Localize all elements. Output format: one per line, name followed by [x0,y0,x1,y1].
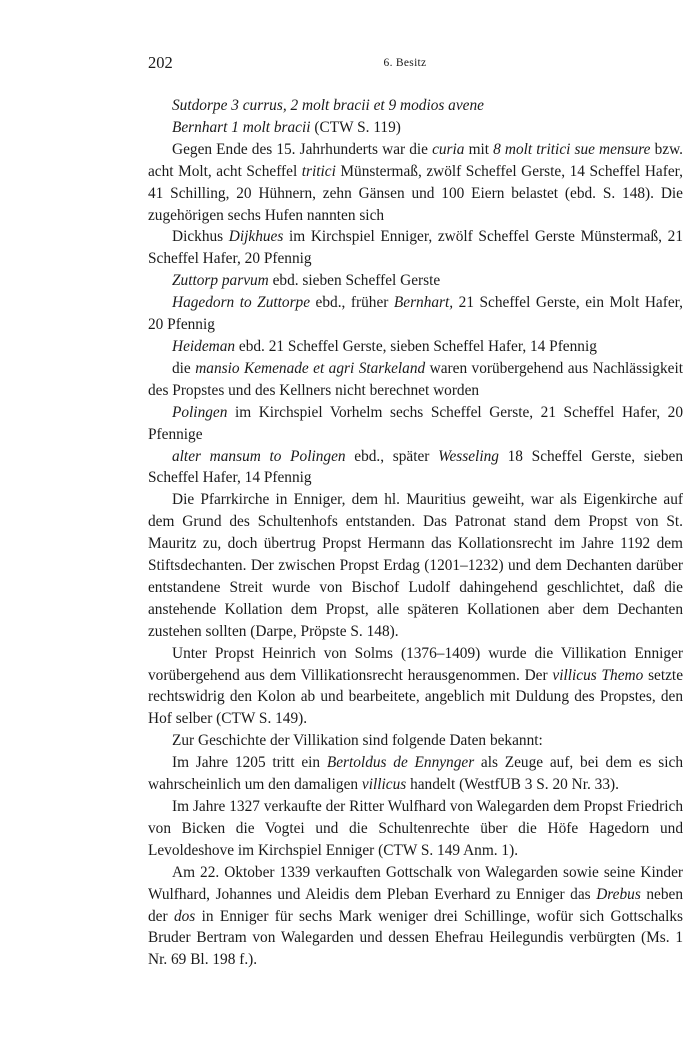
paragraph [148,270,683,292]
italic-text-run: Polingen [172,403,228,421]
italic-text-run: Bernhart, [393,294,454,312]
text-run: die [172,359,196,377]
text-run: Gegen Ende des 15. Jahrhunderts war die [172,140,433,158]
running-head: 6. Besitz [383,57,427,69]
paragraph [148,336,683,358]
italic-text-run: villicus Themo [552,666,644,684]
paragraph [148,358,683,402]
italic-text-run: Hagedorn to Zuttorpe [172,294,311,312]
paragraph [148,643,683,731]
text-run: 21 Scheffel Gerste, ein Molt Hafer, 20 Pfennig [148,294,683,334]
paragraph [148,139,683,227]
paragraph [148,402,683,446]
italic-text-run: tritici [301,162,336,180]
italic-text-run: Dijkhues [228,228,284,246]
page-number: 202 [148,53,173,72]
text-run: ebd., früher [310,294,394,312]
paragraph [148,796,683,862]
text-run: setzte rechtswidrig den Kolon ab und bearbeitete, angeblich mit Duldung des Propstes, den Hof selber (CTW S. 149). [148,666,684,728]
text-run: 18 Scheffel Gerste, sieben Scheffel Hafer, 14 Pfennig [148,447,683,487]
paragraph [148,292,683,336]
text-run: Unter Propst Heinrich von Solms (1376–1409) wurde die Villikation Enniger vorübergehend aus dem Villikationsrecht herausgenommen. Der [148,644,683,684]
text-run: Am 22. Oktober 1339 verkauften Gottschalk von Walegarden sowie seine Kinder Wulfhard, Johannes und Aleidis dem Pleban Everhard zu Enniger das [148,863,683,903]
paragraph [148,95,683,117]
text-run: handelt (WestfUB 3 S. 20 Nr. 33). [406,776,619,794]
text-run: Dickhus [172,228,229,246]
italic-text-run: Zuttorp parvum [172,272,269,290]
text-run: mit [464,140,494,158]
text-run: im Kirchspiel Vorhelm sechs Scheffel Gerste, 21 Scheffel Hafer, 20 Pfennige [148,403,683,443]
italic-text-run: Bertoldus de Ennynger [326,754,475,772]
text-run: ebd. sieben Scheffel Gerste [268,272,441,290]
paragraph [148,752,683,796]
text-run: bzw. acht Molt, acht Scheffel [148,140,683,180]
text-run: neben der [148,885,683,925]
italic-text-run: 8 molt tritici sue mensure [493,140,651,158]
paragraph [148,117,683,139]
paragraph [148,446,683,490]
text-run: in Enniger für sechs Mark weniger drei Schillinge, wofür sich Gottschalks Bruder Bertram von Walegarden und dessen Ehefrau Heilegundis verbürgten (Ms. 1 Nr. 69 Bl. 198 f.). [148,907,683,969]
italic-text-run: dos [173,907,196,925]
text-run: Die Pfarrkirche in Enniger, dem hl. Mauritius geweiht, war als Eigenkirche auf dem Grund des Schultenhofs entstanden. Das Patronat stand dem Propst von St. Mauritz zu, doch übertrug Propst Hermann das Kollationsrecht im Jahre 1192 dem Stiftsdechanten. Der zwischen Propst Erdag (1201–1232) und dem Dechanten darüber entstandene Streit wurde von Bischof Ludolf dahingehend geschlichtet, daß die anstehende Kollation dem Propst, alle späteren Kollationen aber dem Dechanten zustehen sollten (Darpe, Pröpste S. 148). [148,491,683,640]
paragraph [148,226,683,270]
text-run: im Kirchspiel Enniger, zwölf Scheffel Gerste Münstermaß, 21 Scheffel Hafer, 20 Pfennig [148,228,683,268]
italic-text-run: Sutdorpe 3 currus, 2 molt bracii et 9 modios avene [172,97,484,114]
italic-text-run: Bernhart 1 molt bracii [172,118,311,136]
text-run: (CTW S. 119) [310,118,401,136]
paragraph [148,489,683,642]
body-text [148,95,683,971]
paragraph [148,862,683,972]
paragraph [148,730,683,752]
text-run: waren vorübergehend aus Nachlässigkeit des Propstes und des Kellners nicht berechnet worden [148,359,683,399]
italic-text-run: Wesseling [438,447,499,465]
italic-text-run: alter mansum to Polingen [172,447,346,465]
text-run: Zur Geschichte der Villikation sind folgende Daten bekannt: [172,732,543,750]
text-run: Münstermaß, zwölf Scheffel Gerste, 14 Scheffel Hafer, 41 Schilling, 20 Hühnern, zehn Gänsen und 100 Eiern belastet (ebd. S. 148). Die zugehörigen sechs Hufen nannten sich [148,162,683,224]
text-run: Im Jahre 1327 verkaufte der Ritter Wulfhard von Walegarden dem Propst Friedrich von Bicken die Vogtei und die Schultenrechte über die Höfe Hagedorn und Levoldeshove im Kirchspiel Enniger (CTW S. 149 Anm. 1). [148,798,683,859]
italic-text-run: Heideman [172,337,236,355]
italic-text-run: mansio Kemenade et agri Starkeland [195,359,426,377]
italic-text-run: villicus [361,776,407,794]
text-run: ebd., später [345,447,439,465]
text-run: Im Jahre 1205 tritt ein [172,754,327,772]
text-run: als Zeuge auf, bei dem es sich wahrscheinlich um den damaligen [148,754,683,794]
italic-text-run: Drebus [596,885,641,903]
italic-text-run: curia [432,140,465,158]
text-run: ebd. 21 Scheffel Gerste, sieben Scheffel Hafer, 14 Pfennig [235,337,597,355]
